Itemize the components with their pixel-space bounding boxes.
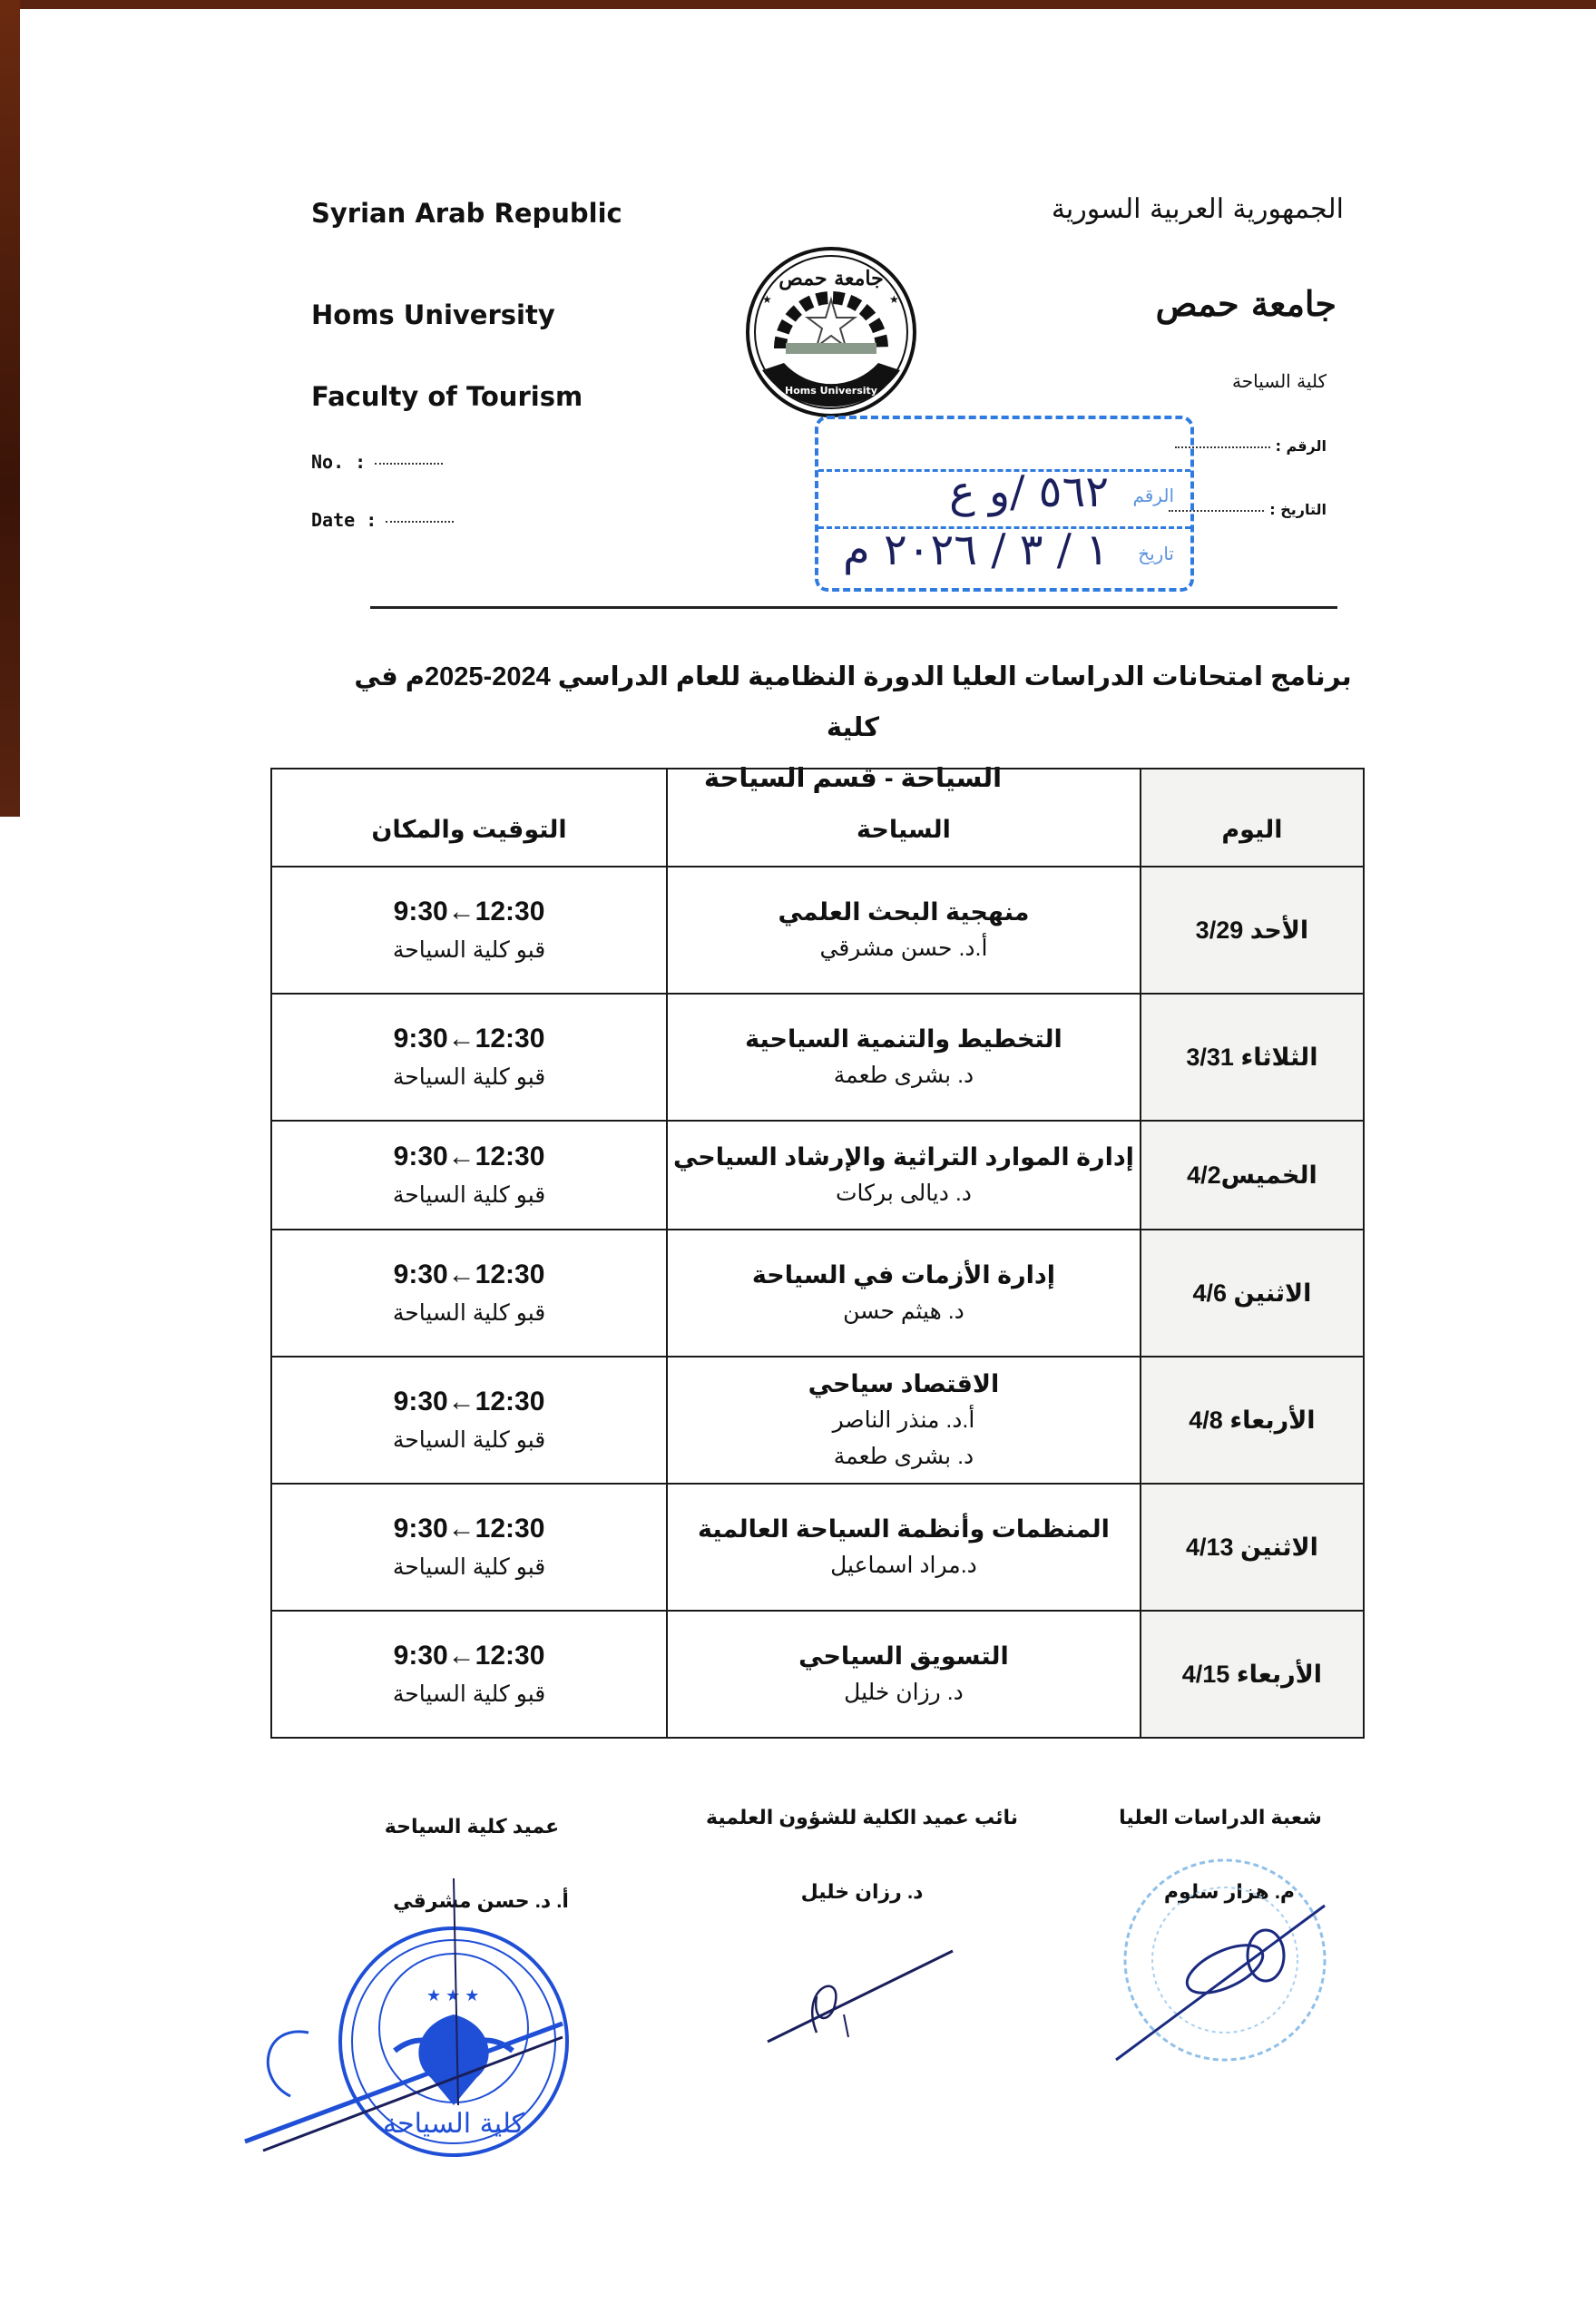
letterhead-number-field-ar (1175, 437, 1327, 455)
date-label: Date : (311, 509, 377, 531)
dean-seal-text: كلية السياحة (383, 2108, 524, 2140)
day-date: الاثنين 4/13 (1185, 1533, 1318, 1561)
header-time-place: التوقيت والمكان (271, 769, 667, 867)
exam-time: 9:30←12:30 (393, 1260, 545, 1289)
exam-place: قبو كلية السياحة (392, 1427, 546, 1453)
day-cell (1141, 994, 1364, 1121)
signature-graduate-studies-title: شعبة الدراسات العليا (1119, 1806, 1322, 1828)
time-place-cell (271, 1121, 667, 1230)
exam-place: قبو كلية السياحة (392, 937, 546, 963)
table-row (271, 1357, 1364, 1484)
time-place-cell (271, 1611, 667, 1738)
header-day: اليوم (1141, 769, 1364, 867)
course-cell (667, 1484, 1141, 1611)
table-body (271, 867, 1364, 1738)
day-cell (1141, 867, 1364, 994)
date-label-ar: التاريخ : (1269, 501, 1327, 518)
day-date: الخميس4/2 (1187, 1161, 1317, 1189)
course-name: التخطيط والتنمية السياحية (745, 1025, 1062, 1053)
letterhead-university-ar: جامعة حمص (1155, 283, 1337, 324)
day-cell (1141, 1121, 1364, 1230)
document-title-line2: السياحة - قسم السياحة (703, 764, 1003, 793)
exam-time: 9:30←12:30 (393, 1641, 545, 1671)
table-row (271, 1230, 1364, 1357)
svg-text:★: ★ (762, 293, 772, 306)
exam-place: قبو كلية السياحة (392, 1681, 546, 1707)
instructor-name: أ.د. منذر الناصر (832, 1407, 975, 1433)
number-blank (375, 463, 443, 465)
course-cell (667, 1230, 1141, 1357)
exam-time: 9:30←12:30 (393, 1024, 545, 1054)
letterhead-country-ar: الجمهورية العربية السورية (1051, 193, 1344, 225)
time-place-cell (271, 1357, 667, 1484)
course-name: إدارة الموارد التراثية والإرشاد السياحي (672, 1143, 1134, 1171)
exam-place: قبو كلية السياحة (392, 1064, 546, 1090)
letterhead-country-en: Syrian Arab Republic (311, 198, 622, 229)
signature-dean-name: أ. د. حسن مشرقي (393, 1889, 569, 1912)
letterhead-university-en: Homs University (311, 299, 555, 330)
day-cell (1141, 1357, 1364, 1484)
logo-arabic-text: جامعة حمص (778, 267, 884, 290)
date-blank (386, 521, 454, 523)
header-course: السياحة (667, 769, 1141, 867)
letterhead-number-field (311, 451, 443, 473)
time-place-cell (271, 1230, 667, 1357)
letterhead-faculty-en: Faculty of Tourism (311, 381, 583, 412)
time-place-cell (271, 1484, 667, 1611)
instructor-name: د.مراد اسماعيل (830, 1553, 977, 1578)
exam-time: 9:30←12:30 (393, 1142, 545, 1171)
day-date: الأحد 3/29 (1195, 916, 1309, 944)
letterhead-faculty-ar: كلية السياحة (1232, 370, 1327, 392)
instructor-name: د. ديالى بركات (835, 1181, 972, 1206)
stamp-number-label: الرقم (1132, 486, 1174, 506)
day-date: الأربعاء 4/8 (1189, 1406, 1316, 1434)
registry-stamp (815, 416, 1194, 592)
course-name: التسويق السياحي (798, 1642, 1009, 1670)
exam-schedule-table (270, 768, 1365, 1739)
signature-vice-dean-title: نائب عميد الكلية للشؤون العلمية (705, 1806, 1019, 1828)
instructor-name: د. بشرى طعمة (833, 1063, 974, 1088)
number-label: No. : (311, 451, 367, 473)
table-row (271, 1121, 1364, 1230)
signature-graduate-studies-name: م. هزار سلوم (1163, 1880, 1296, 1903)
exam-place: قبو كلية السياحة (392, 1300, 546, 1326)
exam-time: 9:30←12:30 (393, 1514, 545, 1544)
header-divider (370, 606, 1337, 609)
exam-place: قبو كلية السياحة (392, 1554, 546, 1580)
logo-english-text: Homs University (785, 385, 877, 397)
instructor-name: د. رزان خليل (844, 1680, 964, 1705)
exam-place: قبو كلية السياحة (392, 1182, 546, 1208)
stamp-date-value: ١ / ٣ / ٢٠٢٦ م (842, 524, 1109, 575)
table-header-row (271, 769, 1364, 867)
course-cell (667, 867, 1141, 994)
course-name: إدارة الأزمات في السياحة (751, 1261, 1056, 1289)
course-cell (667, 1611, 1141, 1738)
scan-frame-left (0, 0, 20, 817)
instructor-name: أ.د. حسن مشرقي (819, 936, 988, 961)
letterhead-date-field (311, 509, 454, 531)
day-date: الأربعاء 4/15 (1181, 1660, 1323, 1688)
course-name: الاقتصاد سياحي (808, 1370, 1000, 1397)
exam-time: 9:30←12:30 (393, 897, 545, 926)
instructor-name: د. بشرى طعمة (833, 1444, 974, 1469)
table-row (271, 1484, 1364, 1611)
table-row (271, 994, 1364, 1121)
university-logo-icon (742, 243, 920, 421)
table-row (271, 867, 1364, 994)
table-row (271, 1611, 1364, 1738)
signature-dean-title: عميد كلية السياحة (384, 1815, 560, 1838)
course-name: منهجية البحث العلمي (778, 898, 1030, 926)
dean-faculty-seal-icon (236, 1869, 617, 2160)
day-cell (1141, 1611, 1364, 1738)
signature-vice-dean-name: د. رزان خليل (800, 1880, 924, 1903)
time-place-cell (271, 994, 667, 1121)
stamp-number-value: ٥٦٢ /و ع (949, 466, 1109, 517)
svg-text:★ ★ ★: ★ ★ ★ (426, 1986, 480, 2004)
course-name: المنظمات وأنظمة السياحة العالمية (698, 1515, 1110, 1543)
scan-frame-top (0, 0, 1596, 9)
svg-text:★: ★ (889, 293, 899, 306)
stamp-date-label: تاريخ (1138, 544, 1174, 564)
vice-dean-signature-icon (762, 1933, 962, 2051)
document-title-line1: برنامج امتحانات الدراسات العليا الدورة النظامية للعام الدراسي 2024-2025م في كلية (354, 662, 1352, 742)
day-date: الثلاثاء 3/31 (1186, 1043, 1318, 1071)
graduate-studies-seal-icon (1107, 1833, 1343, 2087)
course-cell (667, 994, 1141, 1121)
course-cell (667, 1121, 1141, 1230)
number-label-ar: الرقم : (1275, 437, 1327, 455)
time-place-cell (271, 867, 667, 994)
logo-year: 1979 (821, 371, 841, 379)
day-cell (1141, 1230, 1364, 1357)
course-cell (667, 1357, 1141, 1484)
instructor-name: د. هيثم حسن (843, 1299, 964, 1324)
day-cell (1141, 1484, 1364, 1611)
exam-time: 9:30←12:30 (393, 1387, 545, 1416)
day-date: الاثنين 4/6 (1192, 1279, 1312, 1307)
